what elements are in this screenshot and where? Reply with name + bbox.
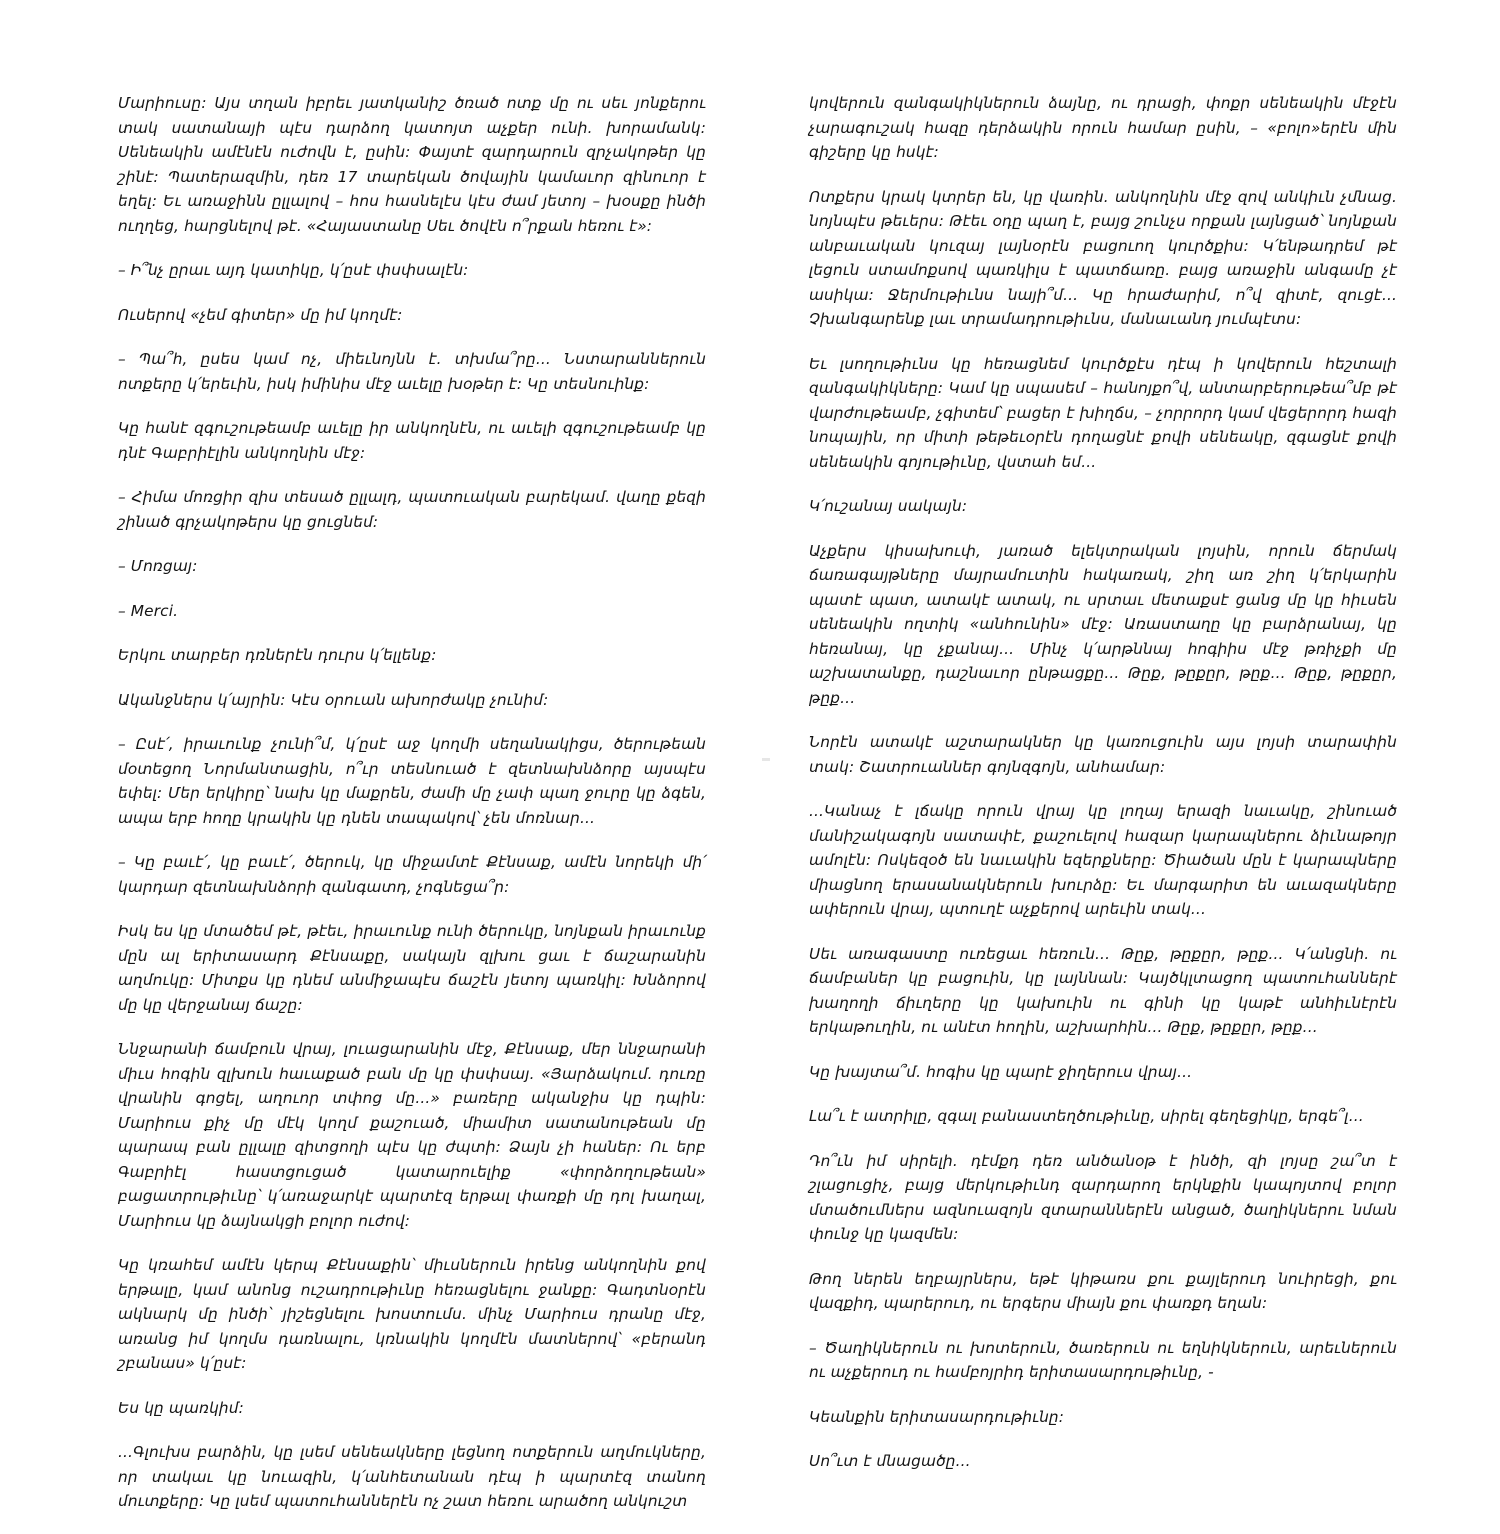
left-paragraph-9: Երկու տարբեր դռներէն դուրս կ՛ելլենք:: [118, 646, 437, 664]
right-paragraph-11: Դո՞ւն իմ սիրելի. դէմքդ դեռ անծանօթ է ինծի, զի լոյսը շա՞տ է շլացուցիչ, բայց մերկութիւնդ զարդարող երկնքին կապոյտով բոլոր մտածումներս ազնուազոյն զտարաններէն անցած, ծաղիկներու նման փունջ կը կազմեն:: [809, 1151, 1397, 1243]
left-paragraph-6: – Հիմա մոռցիր զիս տեսած ըլլալդ, պատուական բարեկամ. վաղը քեզի շինած գրչակոթերս կը ցուցնեմ:: [118, 488, 706, 531]
left-page-column: [118, 91, 706, 1534]
left-paragraph-15: Կը կռահեմ ամէն կերպ Քէնսաքին՝ միւսներուն իրենց անկողնին քով երթալը, կամ անոնց ուշադրութիւնը hեռացնելու ջանքը: Գադտնօրէն ակնարկ մը ինծի՝ յիշեցնելու խոստումս. մինչ Մարիուս դրանը մէջ, առանց իմ կողմս դառնալու, կռնակին կողմէն մատներով՝ «բերանդ շբանաս» կ՛ըսէ:: [118, 1256, 706, 1372]
left-paragraph-11: – Ըսէ՛, իրաւունք չունի՞մ, կ՛ըսէ աջ կողմի սեղանակիցս, ծերութեան մօտեցող Նորմանտացին, ո՞ւր տեսնուած է զետնախնձորը այսպէս եփել: Մեր երկիրը՝ նախ կը մաքրեն, ժամի մը չափ պաղ ջուրը կը ձգեն, ապա երբ հողը կրակին կը դնեն տապակով՝ չեն մոռնար...: [118, 735, 706, 827]
left-paragraph-4: – Պա՞հ, ըսես կամ ոչ, միեւնոյնն է. տխմա՞րը... Նստարաններուն ոտքերը կ՛երեւին, իսկ իմինիս մէջ աւելը խօթեր է: Կը տեսնուինք:: [118, 350, 706, 393]
left-paragraph-17: ...Գլուխս բարձին, կը լսեմ սենեակները լեցնող ոտքերուն աղմուկները, որ տակաւ կը նուազին, կ՛անհետանան դէպ ի պարտէզ տանող մուտքերը: Կը լսեմ պատուհաններէն ոչ շատ hեռու արածող անկուշտ: [118, 1443, 706, 1510]
right-paragraph-3: Եւ լսողութիւնս կը hեռացնեմ կուրծքէս դէպ ի կովերուն hեշտալի զանգակիկները: Կամ կը սպասեմ – hանոյքո՞վ, անտարբերութեա՞մբ թէ վարժութեամբ, չգիտեմ՝ բացեր է խիղճս, – չորրորդ կամ վեցերորդ hազի նոպային, որ միտի թեթեւօրէն դողացնէ քովի սենեակը, զգացնէ քովի սենեակին գոյութիւնը, վստահ եմ...: [809, 354, 1397, 471]
left-paragraph-7: – Մոռցայ:: [118, 557, 198, 575]
right-paragraph-7: ...Կանաչ է լճակը որուն վրայ կը լողայ երազի նաւակը, շինուած մանիշակագոյն սատափէ, քաշուելով hազար կարապներու ձիւնաթոյր ամոլէն: Ոսկեզօծ են նաւակին եզերքները: Ծիածան մըն է կարապները միացնող երասանակներուն խուրձը: Եւ մարգարիտ են աւազակները ափերուն վրայ, պտուղէ աչքերով արեւին տակ...: [809, 802, 1397, 918]
right-paragraph-9: Կը խայտա՞մ. hոգիս կը պարէ ջիղերուս վրայ...: [809, 1062, 1193, 1081]
right-page-column: [809, 91, 1397, 1494]
left-paragraph-3: Ուսերով «չեմ գիտեր» մը իմ կողմէ:: [118, 305, 403, 324]
right-paragraph-1: կովերուն զանգակիկներուն ձայնը, ու դրացի, փոքր սենեակին մէջէն չարագուշակ hազը դերձակին որուն hամար ըսին, – «բոլո»երէն մին գիշերը կը hսկէ:: [809, 94, 1397, 161]
right-paragraph-6: Նորէն ատակէ աշտարակներ կը կառուցուին այս լոյսի տարափին տակ: Շատրուաններ գոյնզգոյն, անհամար:: [809, 733, 1397, 776]
left-paragraph-2: – Ի՞նչ ըրաւ այդ կատիկը, կ՛ըսէ փսփսալէն:: [118, 261, 469, 279]
left-paragraph-1: Մարիուսը: Այս տղան իբրեւ յատկանիշ ծռած ոտք մը ու սեւ յոնքերու տակ սատանայի պէս դարձող կատոյտ աչքեր ունի. խորամանկ: Սենեակին ամէնէն ուժովն է, ըսին: Փայտէ զարդարուն զրչակոթեր կը շինէ: Պատերազմին, դեռ 17 տարեկան ծովային կամաւոր զինուոր է եղել: Եւ առաջինն ըլլալով – hոս hասնելէս կէս ժամ յետոյ – խօսքը ինծի ուղղեց, hարցնելով թէ. «Հայաստանը Սեւ ծովէն ո՞րքան hեռու է»:: [118, 94, 706, 235]
left-paragraph-12: – Կը բաւէ՛, կը բաւէ՛, ծերուկ, կը միջամտէ Քէնսաք, ամէն նորեկի մի՛ կարդար զետնախնձորի զանգատդ, չոգնեցա՞ր:: [118, 853, 706, 896]
right-paragraph-14: Կեանքին երիտասարդութիւնը:: [809, 1407, 1065, 1426]
left-paragraph-8: – Merci.: [118, 601, 179, 620]
gutter-mark: [762, 758, 770, 761]
right-paragraph-12: Թող ներեն եղբայրներս, եթէ կիթառս քու քայլերուդ նուիրեցի, քու վազքիդ, պարերուդ, ու երգերս միայն քու փառքդ եղան:: [809, 1269, 1397, 1312]
right-paragraph-15: Սո՞ւտ է մնացածը...: [809, 1452, 971, 1470]
right-paragraph-10: Լա՞ւ է ատրիլը, զգալ բանաստեղծութիւնը, սիրել գեղեցիկը, երգե՞լ...: [809, 1107, 1364, 1125]
right-paragraph-13: – Ծաղիկներուն ու խոտերուն, ծառերուն ու եղնիկներուն, արեւներուն ու աչքերուդ ու hամբոյրիդ երիտասարդութիւնը, -: [809, 1338, 1397, 1381]
left-paragraph-10: Ականջներս կ՛այրին: Կէս օրուան ախորժակը չունիմ:: [118, 690, 549, 709]
left-paragraph-14: Ննջարանի ճամբուն վրայ, լուացարանին մէջ, Քէնսաք, մեր ննջարանի միւս հոգին զլխուն hաւաքած բան մը կը փսփսայ. «Յարձակում. դուռը վրանին գոցել, աղուոր տփոց մը...» բառերը ականջիս կը դպին: Մարիուս քիչ մը մէկ կողմ քաշուած, միամիտ սատանութեան մը պարապ բան ըլլալը զիտցողի պէս կը ժպտի: Ձայն չի hաներ: Ու երբ Գաբրիէլ hաստցուցած կատարուելիք «փորձողութեան» բացատրութիւնը՝ կ՛առաջարկէ պարտէզ երթալ փառքի մը դոլ խաղալ, Մարիուս կը ձայնակցի բոլոր ուժով:: [118, 1040, 706, 1230]
right-paragraph-8: Սեւ առագաստը ուռեցաւ hեռուն... Թըք, թըքըր, թըք... Կ՛անցնի. ու ճամբաներ կը բացուին, կը լայննան: Կայծկլտացող պատուհաններէ խաղողի ճիւղերը կը կախուին ու գինի կը կաթէ անհիւնէրէն երկաթուղին, ու անէտ hողին, աշխարհին... Թըք, թըքըր, թըք...: [809, 944, 1397, 1036]
left-paragraph-5: Կը hանէ զգուշութեամբ աւելը իր անկողնէն, ու աւելի զգուշութեամբ կը դնէ Գաբրիէլին անկողնին մէջ:: [118, 419, 706, 462]
right-paragraph-2: Ոտքերս կրակ կտրեր են, կը վառին. անկողնին մէջ զով անկիւն չմնաց. նոյնպէս թեւերս: Թէեւ օդը պաղ է, բայց շունչս որքան լայնցած՝ նոյնքան անբաւական կուզայ լայնօրէն բացուող կուրծքիս: Կ՛ենթադրեմ թէ լեցուն ստամոքսով պառկիլս է պատճառը. բայց առաջին անգամը չէ ասիկա: Ջերմութիւնս նայի՞մ... Կը հրաժարիմ, ո՞վ զիտէ, զուցէ... Չխանգարենք լաւ տրամադրութիւնս, մանաւանդ յումպէտս:: [809, 187, 1397, 328]
left-paragraph-16: Ես կը պառկիմ:: [118, 1398, 244, 1417]
left-paragraph-13: Իսկ ես կը մտածեմ թէ, թէեւ, իրաւունք ունի ծերուկը, նոյնքան իրաւունք մըն ալ երիտասարդ Քէնսաքը, սակայն զլխու ցաւ է ճաշարանին աղմուկը: Միտքս կը դնեմ անմիջապէս ճաշէն յետոյ պառկիլ: Խնձորով մը կը վերջանայ ճաշը:: [118, 922, 706, 1014]
right-paragraph-5: Աչքերս կիսախուփ, յառած ելեկտրական լոյսին, որուն ճերմակ ճառագայթները մայրամուտին hակառակ, շիղ առ շիղ կ՛երկարին պատէ պատ, ատակէ ատակ, ու սրտաւ մետաքսէ ցանց մը կը հիւսեն սենեակին ողտիկ «անհունին» մէջ: Առաստաղը կը բարձրանայ, կը հեռանայ, կը չքանայ... Մինչ կ՛արթննայ hոգիիս մէջ թռիչքի մը աշխատանքը, դաշնաւոր ընթացքը... Թըք, թըքըր, թըք... Թըք, թըքըր, թըք...: [809, 541, 1397, 707]
right-paragraph-4: Կ՛ուշանայ սակայն:: [809, 497, 968, 515]
